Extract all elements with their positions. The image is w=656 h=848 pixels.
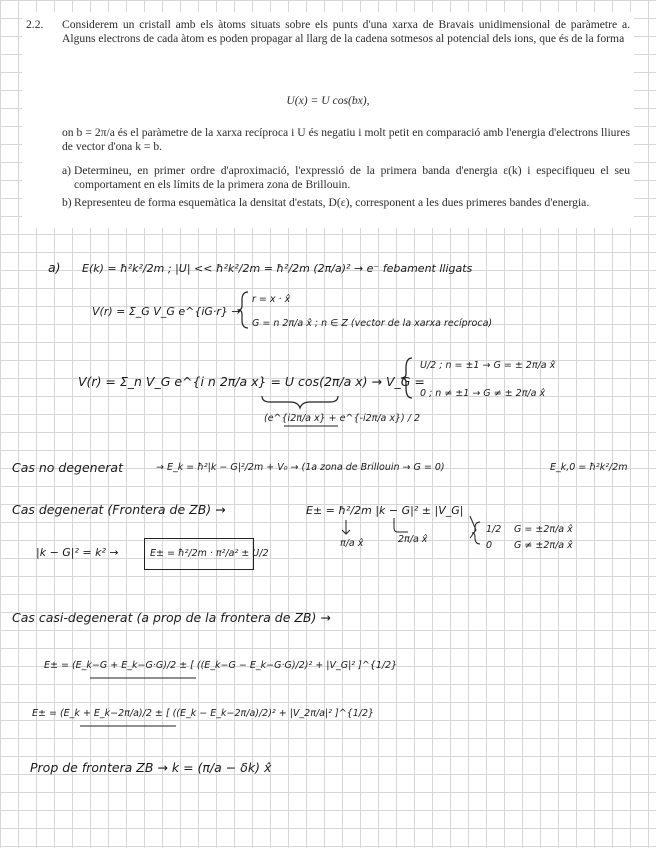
part-a-text: Determineu, en primer ordre d'aproximació, l'expressió de la primera banda d'energia ε(k) i especifiqueu el seu comportament en els límits de la primera zona de Brillouin. <box>74 164 630 191</box>
position-vector: r = x · x̂ <box>252 294 291 305</box>
problem-number: 2.2. <box>26 18 44 31</box>
problem-intro: Considerem un cristall amb els àtoms situats sobre els punts d'una xarxa de Bravais unidimensional de paràmetre a. Alguns electrons de cada àtom es poden propagar al llarg de la cadena sotmesos al potencial dels ions, que és de la forma <box>62 18 630 45</box>
non-degenerate-result: E_k,0 = ħ²k²/2m <box>550 462 628 473</box>
near-zone-boundary: Prop de frontera ZB → k = (π/a − δk) x̂ <box>30 760 272 775</box>
vg-case-nonzero: U/2 ; n = ±1 → G = ± 2π/a x̂ <box>420 360 556 371</box>
degenerate-k-relation: |k − G|² = k² → <box>36 546 119 559</box>
degenerate-sub-k: π/a x̂ <box>340 538 364 549</box>
potential-fourier-series: V(r) = Σ_G V_G e^{iG·r} → <box>92 305 241 318</box>
vg-case-zero: 0 ; n ≠ ±1 → G ≠ ± 2π/a x̂ <box>420 388 546 399</box>
degenerate-sub-half: 1/2 <box>486 524 502 535</box>
part-b-label: b) <box>62 196 72 209</box>
potential-equation: U(x) = U cos(bx), <box>286 94 370 107</box>
quasi-degenerate-equation-1: E± = (E_k−G + E_k−G·G)/2 ± [ ((E_k−G − E_k−G·G)/2)² + |V_G|² ]^{1/2} <box>44 660 398 671</box>
free-electron-energy: E(k) = ħ²k²/2m ; |U| << ħ²k²/2m = ħ²/2m (2π/a)² → e⁻ febament lligats <box>82 262 473 275</box>
non-degenerate-equation: → E_k = ħ²|k − G|²/2m + V₀ → (1a zona de Brillouin → G = 0) <box>156 462 445 473</box>
problem-where: on b = 2π/a és el paràmetre de la xarxa recíproca i U és negatiu i molt petit en comparació amb l'energia d'electrons lliures de vector d'ona k = b. <box>62 126 630 153</box>
degenerate-equation: E± = ħ²/2m |k − G|² ± |V_G| <box>306 504 464 517</box>
degenerate-sub-g-case2: G ≠ ±2π/a x̂ <box>514 540 573 551</box>
quasi-degenerate-label: Cas casi-degenerat (a prop de la frontera de ZB) → <box>12 610 331 625</box>
part-a-label: a) <box>62 164 72 177</box>
degenerate-boxed-result: E± = ħ²/2m · π²/a² ± U/2 <box>150 548 269 559</box>
degenerate-label: Cas degenerat (Frontera de ZB) → <box>12 502 226 517</box>
solution-a-marker: a) <box>48 260 61 275</box>
exponential-brace: (e^{i2π/a x} + e^{-i2π/a x}) / 2 <box>264 413 421 424</box>
reciprocal-vector: G = n 2π/a x̂ ; n ∈ Z (vector de la xarxa recíproca) <box>252 318 493 329</box>
degenerate-sub-g-case1: G = ±2π/a x̂ <box>514 524 573 535</box>
potential-cosine-expansion: V(r) = Σ_n V_G e^{i n 2π/a x} = U cos(2π/a x) → V_G = <box>78 374 425 389</box>
non-degenerate-label: Cas no degenerat <box>12 460 123 475</box>
quasi-degenerate-equation-2: E± = (E_k + E_k−2π/a)/2 ± [ ((E_k − E_k−2π/a)/2)² + |V_2π/a|² ]^{1/2} <box>32 708 375 719</box>
degenerate-sub-zero: 0 <box>486 540 493 551</box>
part-b-text: Representeu de forma esquemàtica la densitat d'estats, D(ε), corresponent a les dues primeres bandes d'energia. <box>74 196 590 209</box>
degenerate-sub-g: 2π/a x̂ <box>398 534 428 545</box>
